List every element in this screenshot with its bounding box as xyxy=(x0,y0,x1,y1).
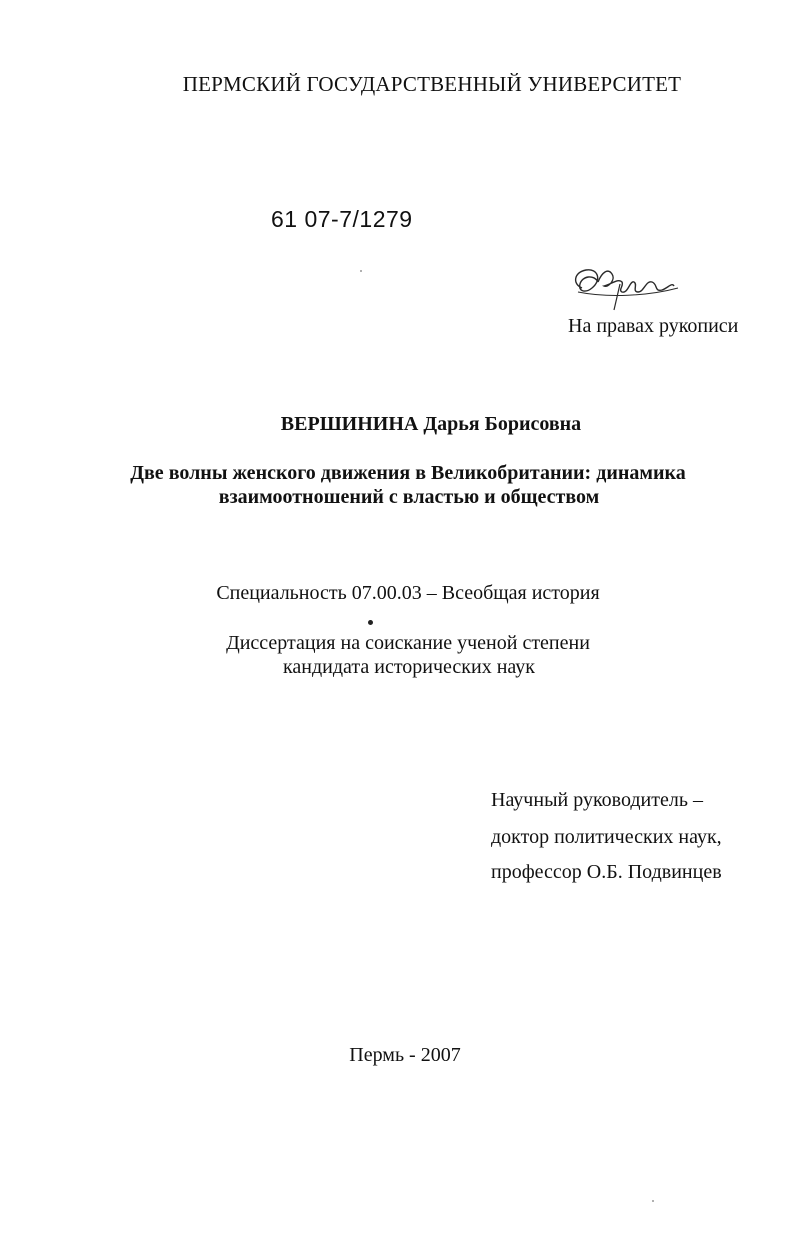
supervisor-name: профессор О.Б. Подвинцев xyxy=(491,861,722,883)
manuscript-rights-note: На правах рукописи xyxy=(568,315,739,337)
author-name: ВЕРШИНИНА Дарья Борисовна xyxy=(280,413,582,435)
dissertation-title-line-1: Две волны женского движения в Великобритании: динамика xyxy=(130,462,686,484)
degree-line-1: Диссертация на соискание ученой степени xyxy=(226,632,590,654)
specialty: Специальность 07.00.03 – Всеобщая история xyxy=(216,582,600,604)
handwritten-signature xyxy=(568,262,688,312)
scan-speck xyxy=(652,1200,654,1202)
university-name: ПЕРМСКИЙ ГОСУДАРСТВЕННЫЙ УНИВЕРСИТЕТ xyxy=(182,72,682,96)
degree-line-2: кандидата исторических наук xyxy=(282,656,536,678)
dissertation-title-line-2: взаимоотношений с властью и обществом xyxy=(218,486,600,508)
place-and-year: Пермь - 2007 xyxy=(349,1044,461,1066)
dot-mark xyxy=(368,620,373,625)
supervisor-role: Научный руководитель – xyxy=(491,789,703,811)
catalog-number: 61 07-7/1279 xyxy=(271,206,413,232)
supervisor-degree: доктор политических наук, xyxy=(491,826,722,848)
scan-speck xyxy=(360,270,362,272)
